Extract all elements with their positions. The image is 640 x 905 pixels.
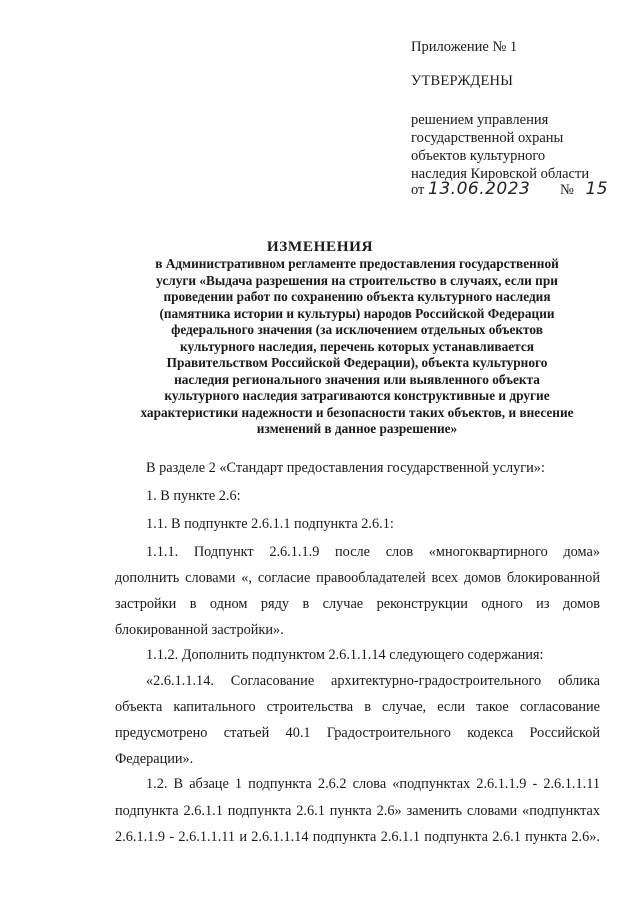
document-title: ИЗМЕНЕНИЯ [266,238,374,255]
handwritten-date: 13.06.2023 [428,179,531,199]
paragraph-1-2-line: 2.6.1.1.9 - 2.6.1.1.11 и 2.6.1.1.14 подпункта 2.6.1.1 подпункта 2.6.1 пункта 2.6». [115,829,600,845]
quote-line: «2.6.1.1.14. Согласование архитектурно-градостроительного облика [146,673,600,689]
date-number-line [411,180,608,199]
subtitle-line: Правительством Российской Федерации), объекта культурного [166,355,548,371]
subtitle-line: культурного наследия, перечень которых устанавливается [180,338,534,354]
paragraph-1-1-1-line: застройки в одном ряду в случае реконструкции одного из домов [115,596,600,612]
date-prefix: от [411,182,425,198]
decision-block [411,111,589,183]
subtitle-line: наследия регионального значения или выявленного объекта [174,371,540,387]
paragraph-1-1-1-line: блокированной застройки». [115,622,284,638]
subtitle-line: характеристики надежности и безопасности таких объектов, и внесение [140,404,574,420]
subtitle-line: культурного наследия затрагиваются конструктивные и другие [164,388,550,404]
paragraph-1-1: 1.1. В подпункте 2.6.1.1 подпункта 2.6.1: [146,516,394,532]
paragraph-1-1-2: 1.1.2. Дополнить подпунктом 2.6.1.1.14 следующего содержания: [146,647,544,663]
paragraph-1-2-line: подпункта 2.6.1.1 подпункта 2.6.1 пункта 2.6» заменить словами «подпунктах [115,803,600,819]
decision-line: наследия Кировской области [411,166,590,182]
paragraph-1: 1. В пункте 2.6: [146,488,241,504]
subtitle-line: в Административном регламенте предоставления государственной [155,256,559,271]
decision-line: государственной охраны [411,130,564,146]
decision-line: объектов культурного [411,148,546,164]
subtitle-line: федерального значения (за исключением отдельных объектов [171,322,543,338]
subtitle-line: проведении работ по сохранению объекта культурного наследия [163,289,551,305]
quote-line: Федерации». [115,751,194,767]
paragraph-1-2-line: 1.2. В абзаце 1 подпункта 2.6.2 слова «подпунктах 2.6.1.1.9 - 2.6.1.1.11 [146,776,600,792]
approved-label: УТВЕРЖДЕНЫ [411,73,514,89]
paragraph-1-1-1-line: дополнить словами «, согласие правообладателей всех домов блокированной [115,570,600,586]
quote-line: объекта капитального строительства в случае, если такое согласование [115,699,600,715]
quote-line: предусмотрено статьей 40.1 Градостроительного кодекса Российской [115,725,600,741]
subtitle-line: изменений в данное разрешение» [256,421,458,437]
handwritten-number: 15 [585,179,609,199]
section-heading: В разделе 2 «Стандарт предоставления государственной услуги»: [146,460,545,476]
decision-line: решением управления [411,112,549,128]
paragraph-1-1-1-line: 1.1.1. Подпункт 2.6.1.1.9 после слов «многоквартирного дома» [146,544,600,560]
number-sign: № [560,182,574,198]
document-subtitle [108,256,606,438]
subtitle-line: (памятника истории и культуры) народов Российской Федерации [159,305,555,321]
subtitle-line: услуги «Выдача разрешения на строительство в случаях, если при [156,272,558,288]
appendix-label: Приложение № 1 [411,39,518,55]
